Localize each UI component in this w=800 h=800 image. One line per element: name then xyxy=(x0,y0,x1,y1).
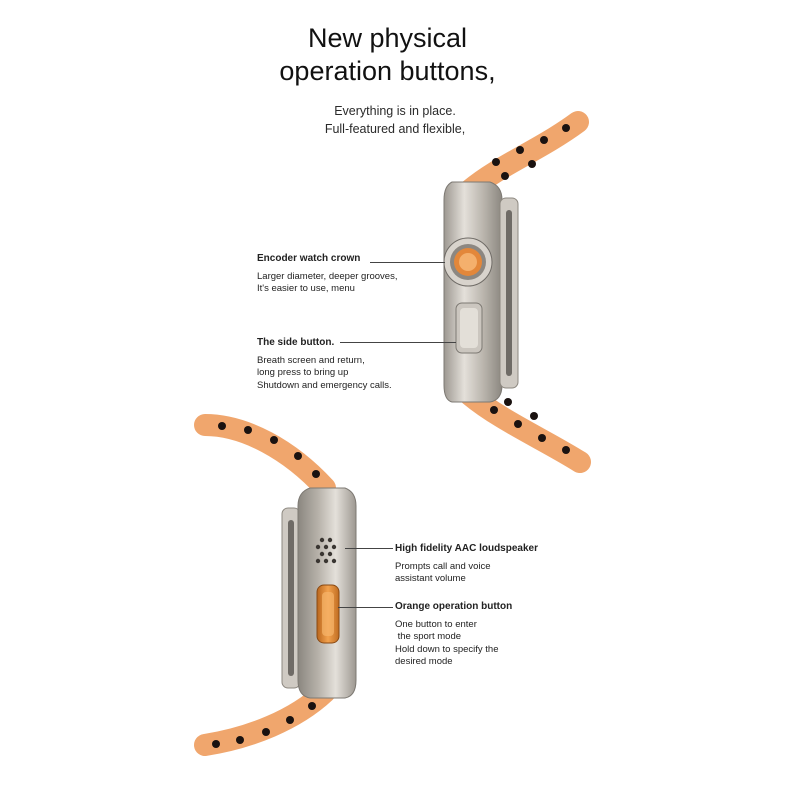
speaker-desc-line: Prompts call and voice xyxy=(395,560,491,572)
orange-button-heading: Orange operation button xyxy=(395,601,513,612)
upper-strap-top xyxy=(470,122,578,190)
side-button-desc-line: long press to bring up xyxy=(257,367,349,378)
subtitle-line-2: Full-featured and flexible, xyxy=(324,122,466,136)
title-line-1: New physical xyxy=(307,23,468,53)
orange-button-desc-line: One button to enter xyxy=(395,618,477,630)
orange-button-desc-line: the sport mode xyxy=(395,631,462,642)
crown-desc-line: Larger diameter, deeper grooves, xyxy=(257,270,398,282)
crown-desc-line: It's easier to use, menu xyxy=(257,283,355,294)
side-button-desc-line: Breath screen and return, xyxy=(257,354,365,366)
speaker-leader-line xyxy=(345,548,393,549)
orange-button-desc-line: desired mode xyxy=(395,656,453,667)
speaker-callout xyxy=(395,543,538,586)
orange-button-callout xyxy=(395,601,512,669)
lower-watch-case xyxy=(282,488,356,698)
speaker-heading: High fidelity AAC loudspeaker xyxy=(395,543,538,554)
side-button-callout xyxy=(257,337,392,392)
crown-heading: Encoder watch crown xyxy=(257,253,361,264)
orange-button-leader-line xyxy=(338,607,393,608)
title-line-2: operation buttons, xyxy=(279,56,496,86)
side-button-heading: The side button. xyxy=(257,337,335,348)
crown-callout xyxy=(257,253,397,296)
speaker-desc-line: assistant volume xyxy=(395,573,466,584)
upper-watch-case xyxy=(444,182,518,402)
orange-button-desc-line: Hold down to specify the xyxy=(395,643,499,655)
lower-strap-top xyxy=(205,422,325,488)
upper-strap-bottom xyxy=(470,395,580,462)
subtitle-line-1: Everything is in place. xyxy=(334,104,456,118)
side-button-desc-line: Shutdown and emergency calls. xyxy=(257,379,392,391)
lower-strap-bottom xyxy=(205,692,325,748)
